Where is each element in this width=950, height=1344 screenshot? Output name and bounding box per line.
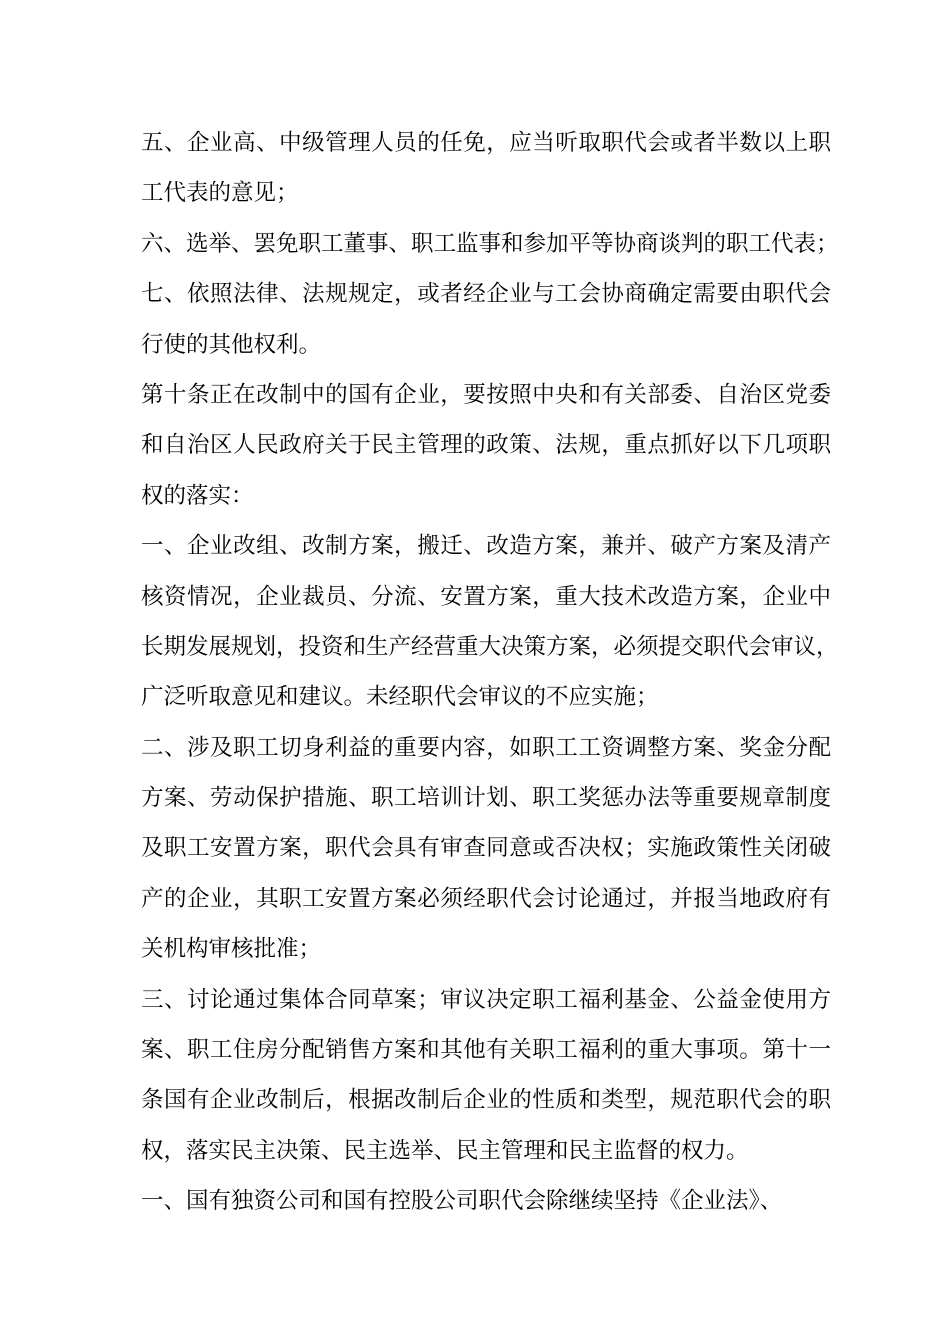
text-line: 方案、劳动保护措施、职工培训计划、职工奖惩办法等重要规章制度: [141, 785, 831, 812]
text-line: 关机构审核批准；: [141, 936, 322, 963]
document-body: [141, 118, 839, 1227]
text-line: 第十条正在改制中的国有企业，要按照中央和有关部委、自治区党委: [141, 381, 831, 408]
text-line: 和自治区人民政府关于民主管理的政策、法规，重点抓好以下几项职: [141, 432, 831, 459]
text-line: 长期发展规划，投资和生产经营重大决策方案，必须提交职代会审议，: [141, 633, 839, 660]
text-line: 二、涉及职工切身利益的重要内容，如职工工资调整方案、奖金分配: [141, 734, 831, 761]
text-line: 工代表的意见；: [141, 180, 299, 207]
text-line: 条国有企业改制后，根据改制后企业的性质和类型，规范职代会的职: [141, 1087, 831, 1114]
text-line: 广泛听取意见和建议。未经职代会审议的不应实施；: [141, 684, 659, 711]
text-line: 六、选举、罢免职工董事、职工监事和参加平等协商谈判的职工代表；: [141, 230, 839, 257]
text-line: 五、企业高、中级管理人员的任免，应当听取职代会或者半数以上职: [141, 130, 831, 156]
text-line: 核资情况，企业裁员、分流、安置方案，重大技术改造方案，企业中: [141, 583, 831, 610]
text-line: 及职工安置方案，职代会具有审查同意或否决权；实施政策性关闭破: [141, 835, 831, 862]
text-line: 权，落实民主决策、民主选举、民主管理和民主监督的权力。: [141, 1137, 749, 1164]
text-line: 一、国有独资公司和国有控股公司职代会除继续坚持《企业法》、: [141, 1188, 783, 1215]
text-line: 一、企业改组、改制方案，搬迁、改造方案，兼并、破产方案及清产: [141, 533, 831, 560]
text-line: 产的企业，其职工安置方案必须经职代会讨论通过，并报当地政府有: [141, 885, 831, 912]
text-line: 三、讨论通过集体合同草案；审议决定职工福利基金、公益金使用方: [141, 986, 831, 1013]
text-line: 行使的其他权利。: [141, 331, 322, 358]
text-line: 权的落实：: [141, 482, 254, 509]
text-line: 七、依照法律、法规规定，或者经企业与工会协商确定需要由职代会: [141, 281, 831, 308]
text-line: 案、职工住房分配销售方案和其他有关职工福利的重大事项。第十一: [141, 1037, 831, 1064]
